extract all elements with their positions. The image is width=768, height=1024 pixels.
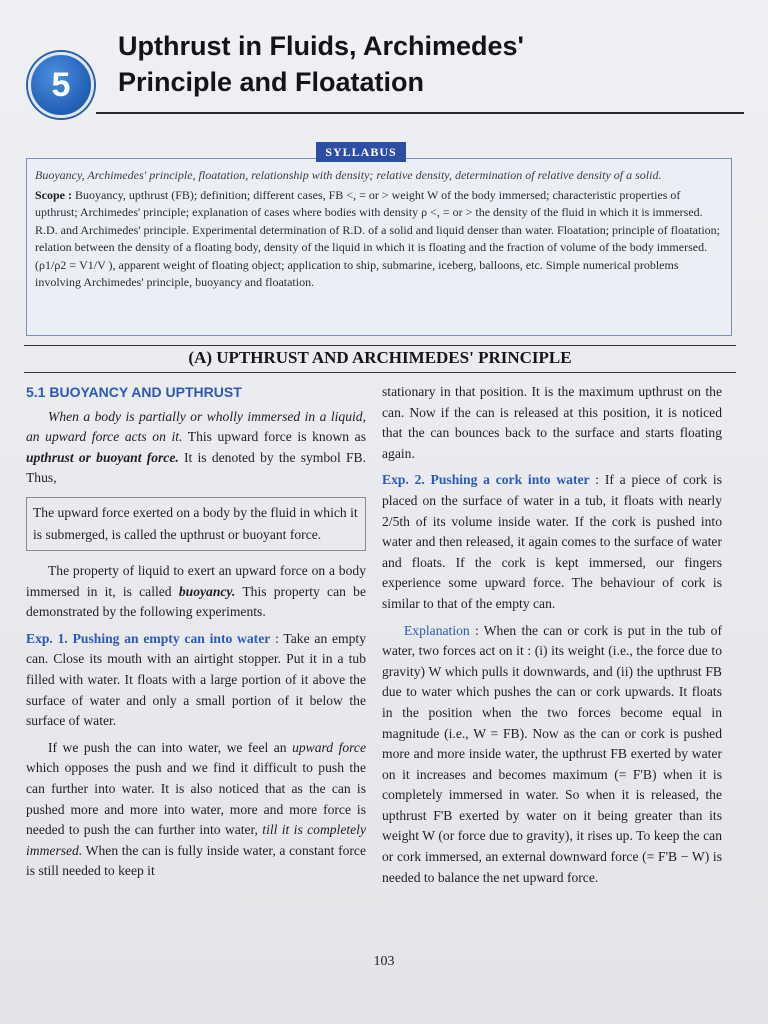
syllabus-scope: [35, 187, 723, 292]
chapter-title: [118, 28, 678, 100]
definition-box: The upward force exerted on a body by the fluid in which it is submerged, is called the upthrust or buoyant force.: [26, 497, 366, 551]
push-italic-2: till it is completely immersed.: [26, 822, 366, 858]
explanation-text: : When the can or cork is put in the tub of water, two forces act on it : (i) its weight (i.e., the force due to gravity) W which pulls it downwards, and (ii) the upthrust FB due to water which pushes the can or cork upwards. It floats in the position when the two forces become equal in magnitude (i.e., W = FB). Now as the can or cork is pushed more and more inside water, the upthrust FB exerted by water on it increases and becomes maximum (= F'B) when it is completely immersed in water. So when it is released, the upthrust F'B exerted by water on it being greater than its weight W (or force due to gravity), it rises up. To keep the can or cork immersed, an external downward force (= F'B − W) is needed to balance the net upward force.: [382, 622, 722, 885]
section-rule-top: [24, 345, 736, 346]
intro-mid: This upward force is known as: [182, 429, 366, 445]
chapter-number: 5: [51, 65, 71, 104]
right-column: [382, 382, 722, 888]
title-divider: [96, 112, 744, 114]
syllabus-tag: SYLLABUS: [316, 142, 406, 162]
experiment-2-title: Exp. 2. Pushing a cork into water: [382, 472, 590, 488]
explanation-title: Explanation: [404, 622, 470, 638]
left-column: [26, 382, 366, 882]
subsection-heading: [26, 382, 366, 403]
buoyancy-intro-paragraph: [26, 407, 366, 489]
section-rule-bottom: [24, 372, 736, 373]
syllabus-intro: Buoyancy, Archimedes' principle, floatation, relationship with density; relative density, determination of relative density of a solid.: [35, 168, 662, 182]
scope-text: Buoyancy, upthrust (FB); definition; different cases, FB <, = or > weight W of the body immersed; characteristic properties of upthrust; Archimedes' principle; explanation of cases where bodies with density ρ <, = or > the density of the fluid in which it is immersed. R.D. and Archimedes' principle. Experimental determination of R.D. of a solid and liquid denser than water. Floatation; principle of floatation; relation between the density of a floating body, density of the liquid in which it is floating and the fraction of volume of the body immersed. (ρ1/ρ2 = V1/V ), apparent weight of floating object; application to ship, submarine, iceberg, balloons, etc. Simple numerical problems involving Archimedes' principle, buoyancy and floatation.: [35, 187, 720, 289]
push-italic: upward force: [292, 739, 367, 755]
push-mid: which opposes the push and we find it difficult to push the can further into water. It is also noticed that as the can is pushed more and more into water, more and more force is needed to push the can further into water,: [26, 760, 366, 838]
subsection-title: BUOYANCY AND UPTHRUST: [49, 384, 242, 400]
experiment-2-paragraph: [382, 470, 722, 614]
chapter-title-line2: Principle and Floatation: [118, 67, 425, 97]
syllabus-box: [26, 158, 732, 336]
chapter-number-badge: [28, 52, 94, 118]
chapter-title-line1: Upthrust in Fluids, Archimedes': [118, 31, 524, 61]
property-start: The property of liquid to exert an upward force on a body immersed in it, is called: [26, 562, 366, 599]
intro-bold: upthrust or buoyant force.: [26, 449, 179, 465]
push-can-paragraph: [26, 738, 366, 882]
push-start: If we push the can into water, we feel an: [48, 739, 293, 755]
subsection-number: 5.1: [26, 384, 46, 400]
section-heading: (A) UPTHRUST AND ARCHIMEDES' PRINCIPLE: [188, 348, 572, 367]
intro-italic: When a body is partially or wholly immersed in a liquid, an upward force acts on it.: [26, 408, 366, 445]
experiment-1-paragraph: [26, 629, 366, 732]
experiment-1-title: Exp. 1. Pushing an empty can into water: [26, 630, 271, 646]
scope-label: Scope :: [35, 187, 72, 202]
property-bold: buoyancy.: [178, 583, 236, 599]
push-end: When the can is fully inside water, a constant force is still needed to keep it: [26, 842, 366, 879]
experiment-1-text: : Take an empty can. Close its mouth with an airtight stopper. Put it in a tub filled with water. It floats with a large portion of it above the surface of water and only a small portion of it below the surface of water.: [26, 630, 367, 729]
continuation-paragraph: stationary in that position. It is the maximum upthrust on the can. Now if the can is released at this position, it is noticed that the can bounces back to the surface and starts floating again.: [382, 384, 722, 461]
explanation-paragraph: [382, 621, 722, 889]
experiment-2-text: : If a piece of cork is placed on the surface of water in a tub, it floats with nearly 2/5th of its volume inside water. If the cork is pushed into water and then released, it again comes to the surface of water and floats. If the cork is kept immersed, our fingers experience some upward force. The behaviour of cork is similar to that of the empty can.: [382, 472, 722, 611]
page-number: 103: [373, 954, 395, 969]
property-end: This property can be demonstrated by the following experiments.: [26, 583, 366, 620]
intro-end: It is denoted by the symbol FB. Thus,: [26, 449, 367, 486]
buoyancy-property-paragraph: [26, 561, 366, 623]
